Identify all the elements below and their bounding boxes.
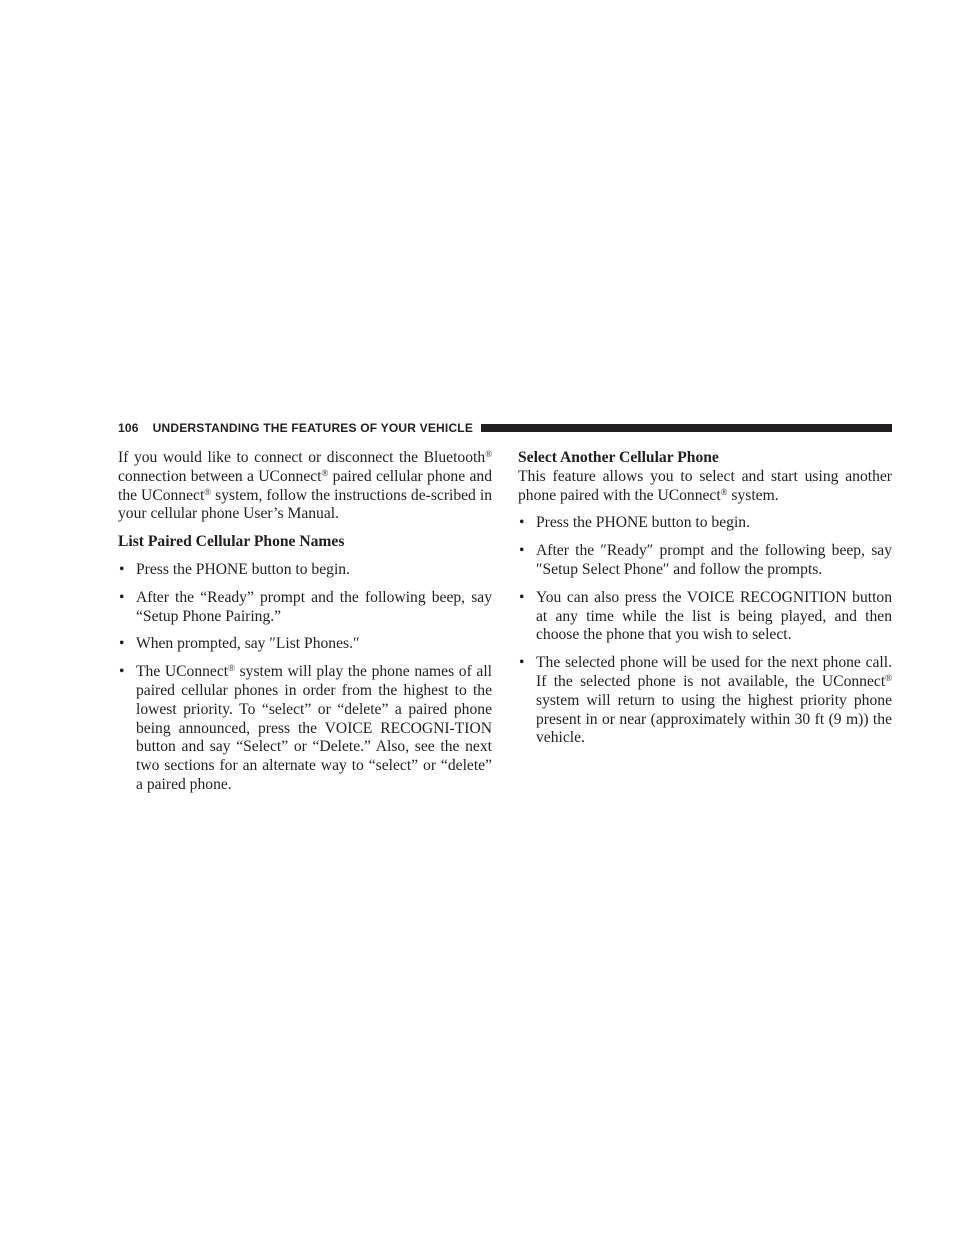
list-item: • The UConnect® system will play the phone names of all paired cellular phones in order from the highest to the lowest priority. To “select” or “delete” a paired phone being announced, press the VOICE RECOGNI-TION button and say “Select” or “Delete.” Also, see the next two sections for an alternate way to “select” or “delete” a paired phone. [119,663,492,793]
bullet-icon: • [119,560,125,578]
list-item: • When prompted, say ″List Phones.″ [119,635,360,653]
bullet-icon: • [119,663,125,681]
list-paired-phones-heading: List Paired Cellular Phone Names [118,533,345,551]
list-item: • The selected phone will be used for the next phone call. If the selected phone is not available, the UConnect® system will return to using the highest priority phone present in or near (approximately within 30 ft (9 m)) the vehicle. [519,654,892,747]
bullet-icon: • [519,514,525,532]
intro-paragraph: If you would like to connect or disconnect the Bluetooth® connection between a UConnect® paired cellular phone and the UConnect® system, follow the instructions de-scribed in your cellular phone User’s Manual. [118,449,492,523]
page-number: 106 [118,421,139,435]
right-column [518,449,892,748]
list-item: • You can also press the VOICE RECOGNITION button at any time while the list is being played, and then choose the phone that you wish to select. [519,588,892,644]
select-phone-intro: This feature allows you to select and start using another phone paired with the UConnect® system. [518,467,892,504]
list-item: • After the ″Ready″ prompt and the following beep, say ″Setup Select Phone″ and follow the prompts. [519,542,892,578]
bullet-icon: • [519,542,525,560]
bullet-icon: • [119,635,125,653]
list-item: • After the “Ready” prompt and the following beep, say “Setup Phone Pairing.” [119,588,492,625]
page-header [118,419,892,437]
bullet-icon: • [119,588,125,606]
select-another-phone-heading: Select Another Cellular Phone [518,449,719,466]
select-phone-steps [518,514,892,748]
header-rule [481,424,892,432]
left-column [118,449,492,795]
list-item: • Press the PHONE button to begin. [119,560,350,578]
bullet-icon: • [519,654,525,672]
section-title: UNDERSTANDING THE FEATURES OF YOUR VEHICLE [152,421,474,435]
list-item: • Press the PHONE button to begin. [519,514,750,532]
bullet-icon: • [519,588,525,606]
list-paired-phones-steps [118,561,492,795]
